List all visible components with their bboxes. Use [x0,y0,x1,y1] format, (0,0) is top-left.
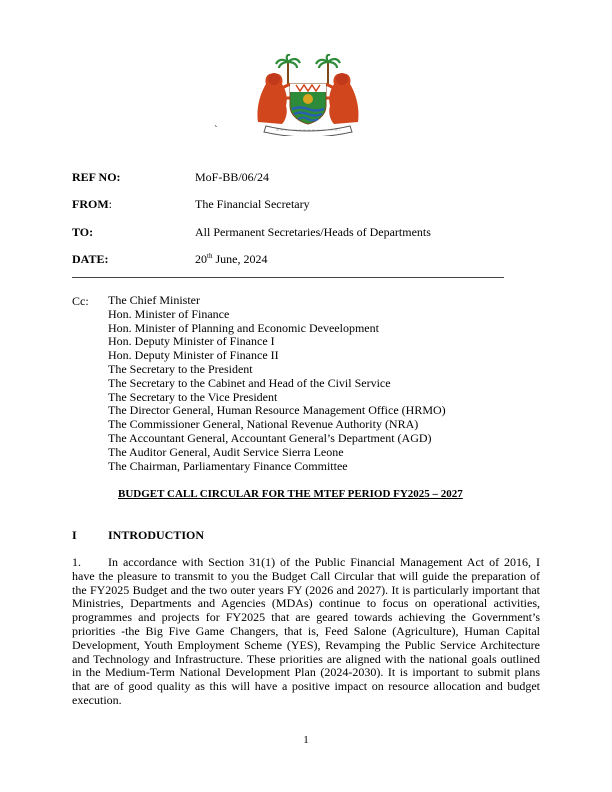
section-number: I [72,528,77,542]
cc-label: Cc: [72,294,89,308]
from-label: FROM: [72,197,112,211]
page-number: 1 [303,734,309,746]
section-title: INTRODUCTION [108,528,205,542]
date-label: DATE: [72,252,109,266]
cc-recipient: The Accountant General, Accountant General’s Department (AGD) [108,430,432,445]
circular-title: BUDGET CALL CIRCULAR FOR THE MTEF PERIOD FY2025 – 2027 [118,488,463,500]
ref-no-value: MoF-BB/06/24 [195,170,270,184]
to-label: TO: [72,225,94,239]
cc-recipient: The Auditor General, Audit Service Sierra Leone [108,444,344,459]
cc-recipient: Hon. Deputy Minister of Finance II [108,348,279,363]
from-value: The Financial Secretary [195,197,310,211]
cc-recipient: Hon. Deputy Minister of Finance I [108,334,275,349]
to-value: All Permanent Secretaries/Heads of Departments [195,225,431,239]
paragraph-number: 1. [72,555,81,569]
paragraph-text: In accordance with Section 31(1) of the Public Financial Management Act of 2016, I have the pleasure to transmit to you the Budget Call Circular that will guide the preparation of the FY2025 Budget and the two outer years FY (2026 and 2027). It is particularly important that Ministries, Departments and Agencies (MDAs) continue to focus on operational activities, programmes and projects for FY2025 that are geared towards achieving the Government’s priorities -the Big Five Game Changers, that is, Feed Salone (Agriculture), Human Capital Development, Youth Employment Scheme (YES), Revamping the Public Service Architecture and Technology and Infrastructure. These priorities are aligned with the national goals outlined in the Medium-Term National Development Plan (2024-2030). It is important to submit plans that are of good quality as this will have a positive impact on resource allocation and budget execution. [72,555,540,707]
cc-recipient: The Secretary to the Vice President [108,389,278,404]
cc-recipient: Hon. Minister of Planning and Economic Deveelopment [108,320,379,335]
cc-recipient: The Chairman, Parliamentary Finance Committee [108,458,348,473]
introduction-paragraph [72,556,540,708]
cc-recipient-list [108,294,446,473]
ref-no-label: REF NO: [72,170,121,184]
cc-recipient: Hon. Minister of Finance [108,306,230,321]
cc-recipient: The Commissioner General, National Revenue Authority (NRA) [108,417,419,432]
cc-recipient: The Secretary to the President [108,361,253,376]
cc-recipient: The Secretary to the Cabinet and Head of the Civil Service [108,375,391,390]
cc-recipient: The Director General, Human Resource Management Office (HRMO) [108,403,446,418]
date-value: 20th June, 2024 [195,252,268,266]
coat-of-arms-emblem [252,54,364,136]
stray-mark: ` [214,124,218,136]
header-divider [72,277,504,278]
cc-recipient: The Chief Minister [108,293,200,307]
